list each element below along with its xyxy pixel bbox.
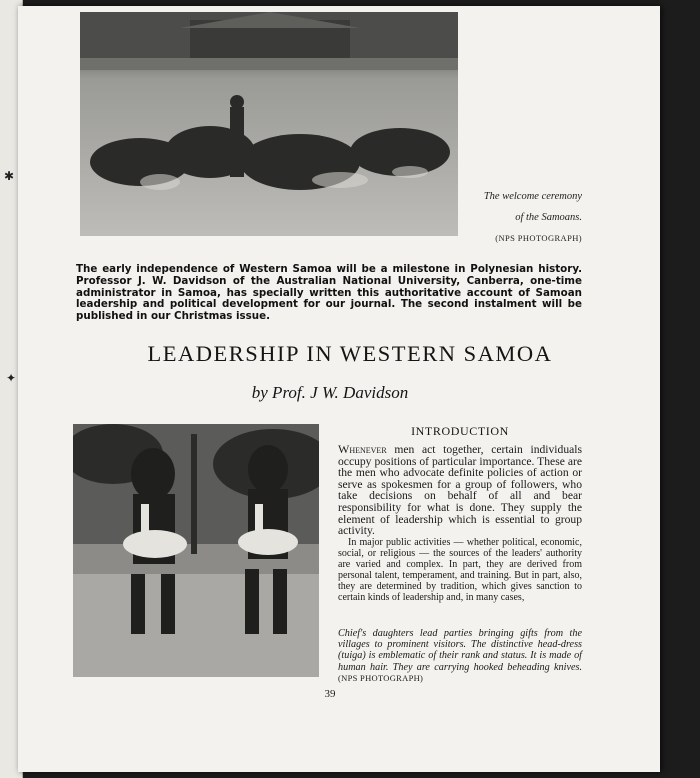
paragraph-text: men act together, certain individuals occupy positions of particular importance. These are the men who advocate definite policies of action or serve as spokesmen for a group of followers, who take decisions on behalf of all and bear responsibility for what is done. They supply the element of leadership which is essential to group activity. — [338, 443, 582, 538]
article-byline: by Prof. J W. Davidson — [251, 383, 409, 402]
caption-line: of the Samoans. — [515, 212, 582, 223]
bottom-photo-caption — [338, 628, 582, 684]
paragraph: In major public activities — whether political, economic, social, or religious — the sources of the leaders' authority are varied and complex. In part, they are derived from personal talent, temperament, and training. But in part, also, they are determined by tradition, which gives sanction to certain kinds of leadership and, in many cases, — [338, 536, 582, 603]
dancers-illustration — [73, 424, 319, 677]
welcome-ceremony-photo — [80, 12, 458, 236]
photo-credit: (NPS PHOTOGRAPH) — [338, 672, 424, 683]
chiefs-daughters-photo — [73, 424, 319, 677]
top-photo-caption — [462, 186, 582, 249]
binding-mark: ✱ — [4, 169, 15, 183]
section-heading: INTRODUCTION — [411, 424, 509, 438]
paragraph — [338, 444, 582, 537]
photo-credit: (NPS PHOTOGRAPH) — [495, 233, 582, 243]
caption-text: Chief's daughters lead parties bringing gifts from the villages to prominent visitors. The distinctive head-dress (tuiga) is emblematic of their rank and status. It is made of human hair. They are carrying hooked beheading knives. — [338, 628, 582, 673]
caption-line: The welcome ceremony — [483, 191, 582, 202]
page-number: 39 — [324, 688, 336, 700]
article-title: LEADERSHIP IN WESTERN SAMOA — [147, 341, 553, 366]
binding-mark: ✦ — [6, 371, 17, 385]
editorial-intro: The early independence of Western Samoa will be a milestone in Polynesian history. Professor J. W. Davidson of the Australian National University, Canberra, one-time administrator in Samoa, has specially written this authoritative account of Samoan leadership and political development for our journal. The second instalment will be published in our Christmas issue. — [76, 263, 582, 323]
ceremony-illustration — [80, 12, 458, 236]
article-body — [338, 444, 582, 603]
drop-lead: Whenever — [338, 442, 387, 456]
